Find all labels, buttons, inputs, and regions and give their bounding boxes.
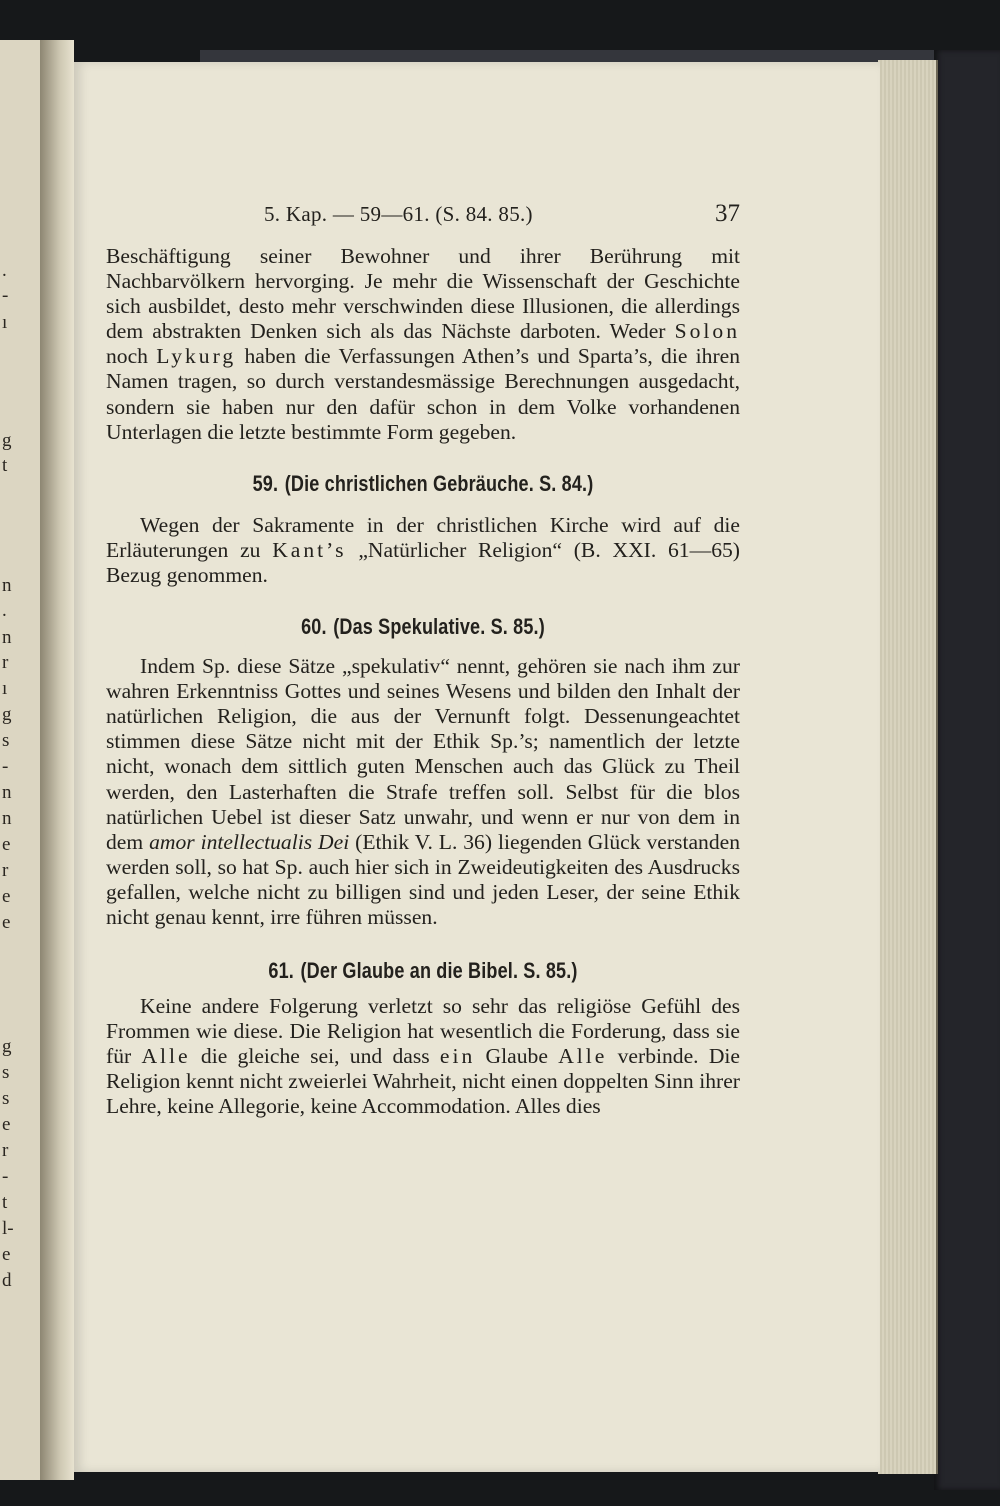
section-61-text-1: Keine andere Folgerung verletzt so sehr das religiöse Gefühl des Frommen wie diese. Die Religion hat wesentlich die Forderung, dass sie für — [106, 994, 740, 1069]
facing-page-fragment: - — [2, 756, 9, 777]
running-head — [106, 200, 740, 228]
latin-phrase: amor intellectualis Dei — [149, 829, 350, 854]
name-kant: Kant’s — [272, 537, 347, 562]
facing-page-fragment: ı — [2, 312, 8, 333]
section-61-text-3: Glaube — [475, 1044, 559, 1069]
section-59-heading — [163, 471, 683, 497]
name-solon: Solon — [674, 319, 740, 344]
facing-page-fragment: g — [2, 704, 12, 725]
section-60-text-2: (Ethik V. L. 36) liegenden Glück verstanden werden soll, so hat Sp. auch hier sich in Zweideutigkeiten des Ausdrucks gefallen, welche nicht zu billigen sind und jeden Leser, der seine Ethik nicht genau kennt, irre führen müssen. — [106, 829, 740, 929]
facing-page-fragment: s — [2, 1062, 10, 1083]
facing-page-fragment: e — [2, 912, 11, 933]
facing-page-fragment: r — [2, 860, 9, 881]
facing-page-fragment: e — [2, 834, 11, 855]
section-59-title: (Die christlichen Gebräuche. S. 84.) — [284, 470, 594, 496]
section-59-text-1: Wegen der Sakramente in der christlichen Kirche wird auf die Erläuterungen zu — [106, 512, 740, 562]
facing-page-fragment: n — [2, 782, 12, 803]
facing-page-fragment: t — [2, 1192, 8, 1213]
facing-page-fragment: . — [2, 600, 7, 621]
facing-page-fragment: r — [2, 652, 9, 673]
facing-page-fragment: n — [2, 808, 12, 829]
facing-page-fragment: s — [2, 1088, 10, 1109]
page-number: 37 — [715, 200, 740, 227]
section-59-paragraph — [106, 513, 740, 588]
facing-page-fragment: n — [2, 575, 12, 596]
section-61-number: 61. — [268, 958, 294, 984]
section-60-text-1: Indem Sp. diese Sätze „spekulativ“ nennt, gehören sie nach ihm zur wahren Erkenntniss Gottes und seines Wesens und bilden den Inhalt der natürlichen Religion, die aus der Vernunft folgt. Dessenungeachtet stimmen diese Sätze nicht mit der Ethik Sp.’s; namentlich der letzte nicht, wonach dem sittlich guten Menschen auch das Glück zu Theil werden, den Lasterhaften die Strafe treffen soll. Selbst für die blos natürlichen Uebel ist dieser Satz unwahr, und wenn er nur von dem in dem — [106, 654, 740, 854]
section-61-paragraph — [106, 994, 740, 1119]
facing-page-fragment: - — [2, 1166, 9, 1187]
section-61-text-4: verbinde. Die Religion kennt nicht zweierlei Wahrheit, nicht einen doppelten Sinn ihrer Lehre, keine Allegorie, keine Accommodation. Alles dies — [106, 1044, 741, 1119]
section-60-number: 60. — [301, 614, 327, 640]
section-59-text-2: „Natürlicher Religion“ (B. XXI. 61—65) Bezug genommen. — [106, 537, 740, 587]
book-gutter — [40, 40, 74, 1480]
intro-text-1: Beschäftigung seiner Bewohner und ihrer Berührung mit Nachbarvölkern hervorging. Je mehr die Wissenschaft der Geschichte sich ausbildet, desto mehr verschwinden diese Illusionen, die allerdings dem abstrakten Denken sich als das Nächste darboten. Weder — [106, 244, 740, 344]
facing-page-fragment: l- — [2, 1218, 14, 1239]
facing-page-fragment: e — [2, 1244, 11, 1265]
section-61-heading — [163, 958, 683, 984]
page-block-edge — [878, 60, 938, 1474]
emph-alle-2: Alle — [558, 1044, 608, 1069]
facing-page-margin-fragments — [0, 40, 14, 1480]
facing-page-fragment: s — [2, 730, 10, 751]
section-59-number: 59. — [252, 470, 279, 496]
section-60-paragraph — [106, 654, 740, 930]
name-lykurg: Lykurg — [156, 344, 237, 369]
book-cover — [934, 50, 1000, 1490]
intro-text-2: noch — [106, 344, 157, 369]
facing-page-fragment: ı — [2, 678, 8, 699]
section-61-title: (Der Glaube an die Bibel. S. 85.) — [300, 958, 578, 984]
section-61-text-2: die gleiche sei, und dass — [190, 1044, 440, 1069]
facing-page-fragment: g — [2, 430, 12, 451]
facing-page-fragment: n — [2, 627, 12, 648]
facing-page-fragment: t — [2, 455, 8, 476]
emph-alle-1: Alle — [141, 1044, 191, 1069]
facing-page-fragment: - — [2, 285, 9, 306]
facing-page-fragment: d — [2, 1270, 12, 1291]
section-60-heading — [163, 614, 683, 640]
intro-text-3: haben die Verfassungen Athen’s und Sparta’s, die ihren Namen tragen, so durch verstandesmässige Berechnungen ausgedacht, sondern sie haben nur den dafür schon in dem Volke vorhandenen Unterlagen die letzte bestimmte Form gegeben. — [106, 344, 741, 444]
facing-page-fragment: r — [2, 1140, 9, 1161]
running-head-title: 5. Kap. — 59—61. (S. 84. 85.) — [264, 202, 533, 226]
page-text — [106, 200, 740, 1120]
facing-page-fragment: e — [2, 1114, 11, 1135]
facing-page-fragment: g — [2, 1036, 12, 1057]
facing-page-fragment: e — [2, 886, 11, 907]
facing-page-fragment: . — [2, 260, 7, 281]
section-60-title: (Das Spekulative. S. 85.) — [333, 614, 545, 640]
intro-paragraph — [106, 244, 740, 445]
emph-ein: ein — [439, 1044, 476, 1069]
